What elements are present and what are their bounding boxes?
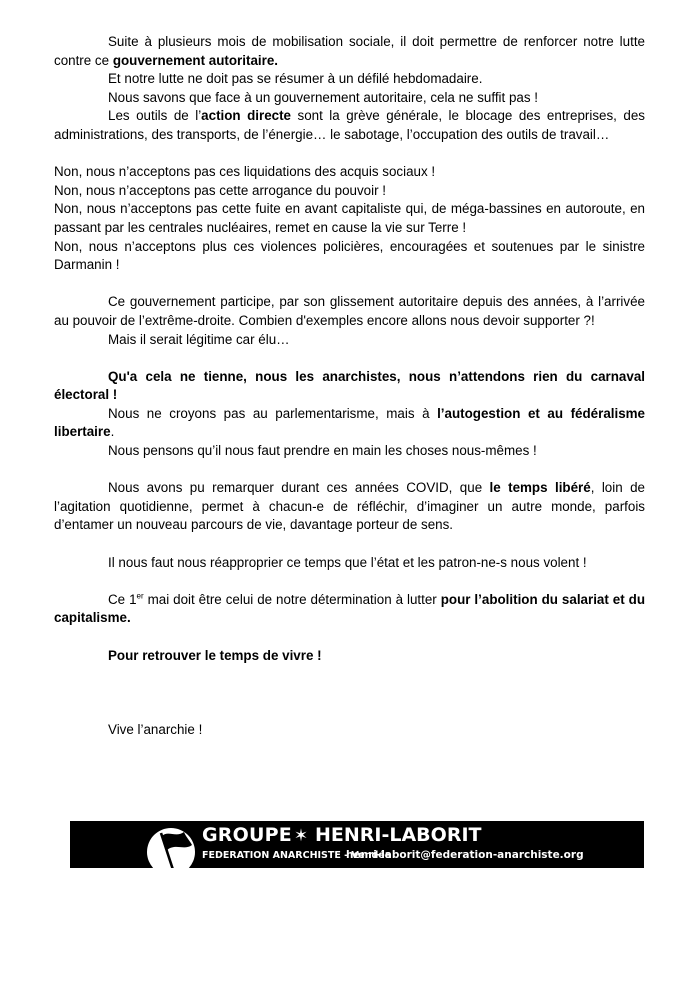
paragraph-spacer	[54, 702, 645, 721]
text-run: mai doit être celui de notre détermination à lutter	[143, 591, 441, 607]
body-paragraph	[54, 647, 645, 666]
banner-subtitle: FEDERATION ANARCHISTE - Vendée	[202, 850, 392, 861]
text-run: Non, nous n’acceptons pas cette fuite en avant capitaliste qui, de méga-bassines en autoroute, en passant par les centrales nucléaires, remet en cause la vie sur Terre !	[54, 201, 645, 235]
body-paragraph	[54, 238, 645, 275]
body-paragraph	[54, 721, 645, 740]
paragraph-spacer	[54, 572, 645, 591]
paragraph-spacer	[54, 535, 645, 554]
body-paragraph	[54, 293, 645, 330]
text-run: Il nous faut nous réapproprier ce temps que l’état et les patron-ne-s nous volent !	[108, 554, 587, 570]
superscript-text: er	[136, 591, 144, 601]
text-run: Et notre lutte ne doit pas se résumer à un défilé hebdomadaire.	[108, 71, 483, 87]
bold-text: action directe	[201, 108, 292, 124]
paragraph-spacer	[54, 145, 645, 164]
text-run: Non, nous n’acceptons pas cette arrogance du pouvoir !	[54, 182, 387, 198]
body-paragraph	[54, 89, 645, 108]
paragraph-spacer	[54, 461, 645, 480]
body-paragraph	[54, 405, 645, 442]
body-paragraph	[54, 70, 645, 89]
body-paragraph	[54, 368, 645, 405]
anarchist-flag-circle-icon	[140, 821, 202, 868]
text-run: sont la grève générale, le blocage des entreprises, des administrations, des transports, de l’énergie… le sabotage, l’occupation des outils de travail…	[54, 108, 645, 142]
body-paragraph	[54, 182, 645, 201]
text-run: Non, nous n’acceptons pas ces liquidations des acquis sociaux !	[54, 164, 436, 180]
bold-text: pour l’abolition du salariat et du capitalisme.	[54, 591, 645, 626]
paragraph-spacer	[54, 349, 645, 368]
text-run: Mais il serait légitime car élu…	[108, 331, 290, 347]
text-run: Nous pensons qu’il nous faut prendre en main les choses nous-mêmes !	[108, 443, 537, 459]
body-paragraph	[54, 479, 645, 535]
body-paragraph	[54, 163, 645, 182]
body-paragraph	[54, 33, 645, 70]
text-run: Nous savons que face à un gouvernement autoritaire, cela ne suffit pas !	[108, 89, 539, 105]
text-run: Ce 1	[108, 591, 137, 607]
banner-group-name: HENRI-LABORIT	[315, 824, 482, 846]
text-run: Nous ne croyons pas au parlementarisme, mais à	[108, 405, 438, 421]
body-paragraph	[54, 200, 645, 237]
text-run: .	[110, 424, 115, 440]
paragraph-spacer	[54, 628, 645, 647]
bold-text: le temps libéré	[489, 480, 591, 496]
body-paragraph	[54, 442, 645, 461]
bold-text: Pour retrouver le temps de vivre !	[108, 647, 322, 663]
document-body	[54, 33, 645, 740]
text-run: Ce gouvernement participe, par son glissement autoritaire depuis des années, à l’arrivée au pouvoir de l’extrême-droite. Combien d'exemples encore allons nous devoir supporter ?!	[54, 294, 645, 328]
banner-group-label: GROUPE ✶	[202, 824, 309, 846]
paragraph-spacer	[54, 275, 645, 294]
text-run: Vive l’anarchie !	[108, 721, 203, 737]
body-paragraph	[54, 554, 645, 573]
body-paragraph	[54, 331, 645, 350]
body-paragraph	[54, 107, 645, 144]
bold-text: l’autogestion et au fédéralisme libertaire	[54, 405, 646, 440]
text-run: , loin de l’agitation quotidienne, permet à chacun-e de réfléchir, d’imaginer un autre monde, parfois d’entamer un nouveau parcours de vie, davantage porteur de sens.	[54, 480, 645, 533]
star-icon: ✶	[293, 826, 309, 846]
text-run: Nous avons pu remarquer durant ces années COVID, que	[108, 480, 490, 496]
body-paragraph	[54, 591, 645, 628]
text-run: Suite à plusieurs mois de mobilisation sociale, il doit permettre de renforcer notre lutte contre ce	[54, 34, 645, 68]
banner-email: henri-laborit@federation-anarchiste.org	[346, 849, 584, 861]
text-run: Non, nous n’acceptons plus ces violences policières, encouragées et soutenues par le sinistre Darmanin !	[54, 238, 645, 273]
paragraph-spacer	[54, 665, 645, 702]
bold-text: gouvernement autoritaire.	[112, 52, 278, 68]
text-run: Les outils de l’	[108, 108, 202, 124]
bold-text: Qu'a cela ne tienne, nous les anarchistes, nous n’attendons rien du carnaval électoral !	[54, 368, 645, 403]
footer-banner	[70, 821, 644, 868]
